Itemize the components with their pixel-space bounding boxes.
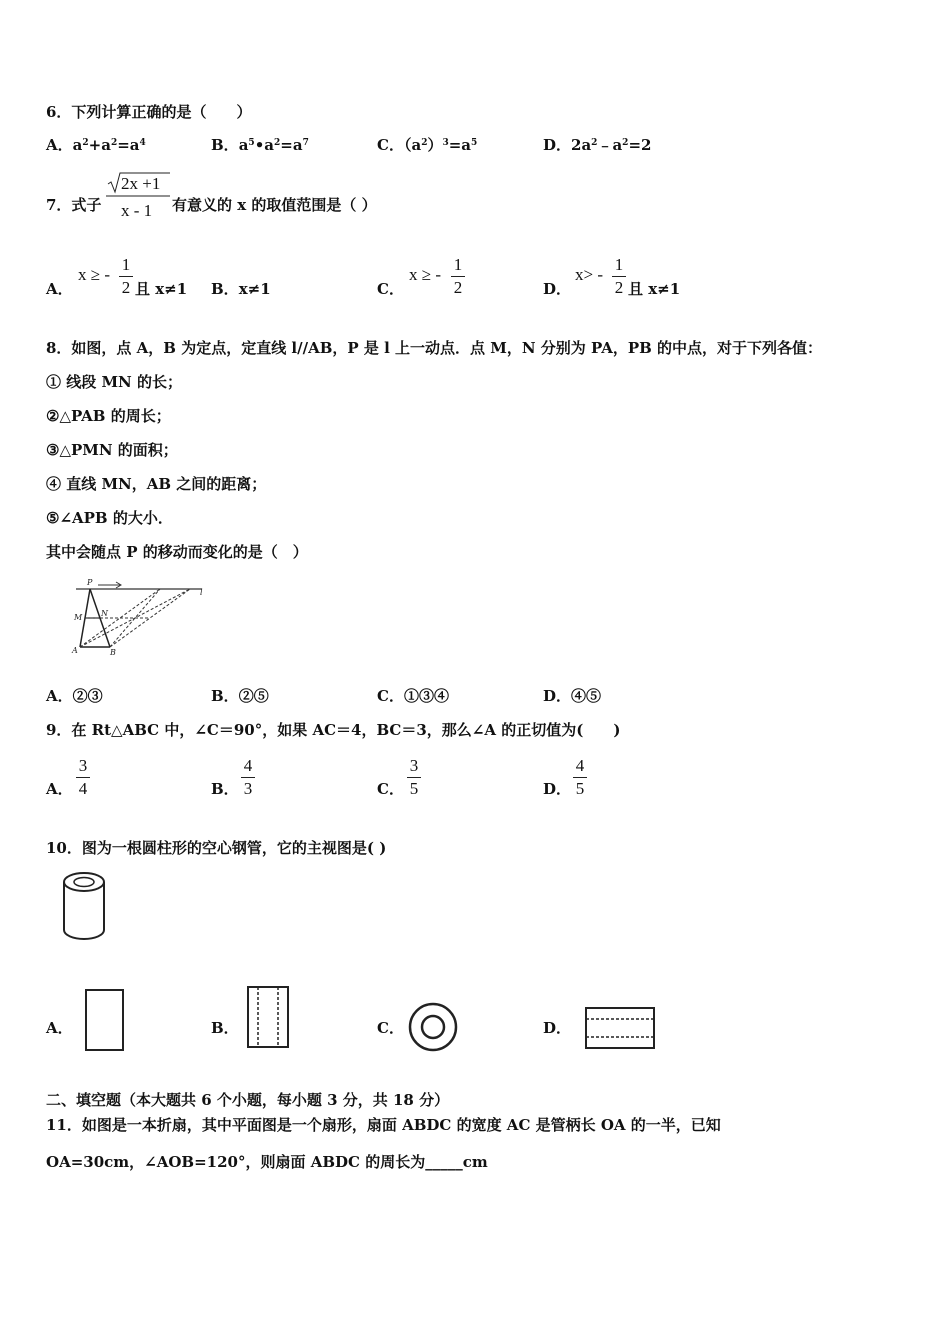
q7-option-a-expr: x ≥ -: [78, 265, 110, 284]
q7-option-a-tail: 且 x≠1: [135, 280, 188, 298]
q6-option-d: D．$2a^2﹣a^2=2$: [543, 136, 652, 154]
q9-option-d-fraction: 4 5: [573, 756, 587, 799]
q11-line1: 11．如图是一本折扇，其中平面图是一个扇形，扇面 ABDC 的宽度 AC 是管柄长 OA 的一半，已知: [46, 1116, 721, 1134]
q7-option-a-label: A．: [46, 280, 73, 298]
q8-option-d: D．④⑤: [543, 687, 602, 705]
q8-option-c: C．①③④: [377, 687, 449, 705]
q7-option-d-tail: 且 x≠1: [628, 280, 681, 298]
q8-item-2: ②△PAB 的周长；: [46, 407, 171, 425]
q10-option-c-label: C．: [377, 1019, 404, 1037]
q9-option-c-fraction: 3 5: [407, 756, 421, 799]
section2-title: 二、填空题（本大题共 6 个小题，每小题 3 分，共 18 分）: [46, 1091, 450, 1109]
q9-option-d-label: D．: [543, 780, 572, 798]
q6-option-c: C．$(a^2)^3=a^5$: [377, 136, 478, 154]
q7-numerator: 2x +1: [121, 174, 161, 193]
q8-item-5: ⑤∠APB 的大小．: [46, 509, 173, 527]
q9-option-b-label: B．: [211, 780, 239, 798]
q6-option-a: A．$a^2+a^2=a^4$: [46, 136, 146, 154]
q6-stem: 6．下列计算正确的是（ ）: [46, 103, 252, 121]
q7-prefix: 7．式子: [46, 196, 102, 214]
q8-figure: [70, 577, 210, 657]
q10-option-d-label: D．: [543, 1019, 572, 1037]
q8-figure-label-n: N: [101, 609, 108, 618]
q8-item-3: ③△PMN 的面积；: [46, 441, 178, 459]
q10-option-c-figure: [406, 1000, 460, 1054]
q7-denominator: x - 1: [121, 201, 153, 220]
q10-stem: 10．图为一根圆柱形的空心钢管，它的主视图是( ): [46, 839, 387, 857]
q8-option-a: A．②③: [46, 687, 103, 705]
q10-option-b-figure: [244, 983, 292, 1051]
q8-option-b: B．②⑤: [211, 687, 269, 705]
q8-figure-label-l: l: [200, 588, 203, 597]
q8-figure-label-b: B: [110, 648, 116, 657]
q7-option-c-label: C．: [377, 280, 404, 298]
q7-option-b: B．x≠1: [211, 280, 271, 298]
q8-figure-label-m: M: [74, 613, 83, 622]
q8-question: 其中会随点 P 的移动而变化的是（ ）: [46, 543, 308, 561]
q7-option-c-fraction: 1 2: [451, 255, 465, 298]
q8-figure-label-a: A: [72, 646, 78, 655]
q10-option-a-figure: [82, 986, 128, 1054]
q9-option-a-fraction: 3 4: [76, 756, 90, 799]
q9-option-c-label: C．: [377, 780, 404, 798]
q10-cylinder-figure: [60, 870, 110, 942]
q7-option-a-fraction: 1 2: [119, 255, 133, 298]
q9-option-b-fraction: 4 3: [241, 756, 255, 799]
q8-stem: 8．如图，点 A，B 为定点，定直线 l//AB，P 是 l 上一动点．点 M，N 分别为 PA，PB 的中点，对于下列各值：: [46, 339, 823, 357]
q10-option-b-label: B．: [211, 1019, 239, 1037]
q8-item-1: ① 线段 MN 的长；: [46, 373, 182, 391]
q9-option-a-label: A．: [46, 780, 73, 798]
q7-option-c-expr: x ≥ -: [409, 265, 441, 284]
q7-option-d-expr: x> -: [575, 265, 603, 284]
q7-option-d-label: D．: [543, 280, 572, 298]
q6-option-b: B．$a^5•a^2=a^7$: [211, 136, 309, 154]
q7-option-d-fraction: 1 2: [612, 255, 626, 298]
q8-item-4: ④ 直线 MN，AB 之间的距离；: [46, 475, 267, 493]
q10-option-d-figure: [582, 1004, 658, 1052]
q11-line2: OA=30cm，∠AOB=120°，则扇面 ABDC 的周长为_____cm: [46, 1153, 488, 1171]
q8-figure-label-p: P: [87, 578, 93, 587]
q9-stem: 9．在 Rt△ABC 中，∠C＝90°，如果 AC＝4，BC＝3，那么∠A 的正切值为( ): [46, 721, 621, 739]
q10-option-a-label: A．: [46, 1019, 73, 1037]
q7-suffix: 有意义的 x 的取值范围是（ ）: [172, 196, 377, 214]
